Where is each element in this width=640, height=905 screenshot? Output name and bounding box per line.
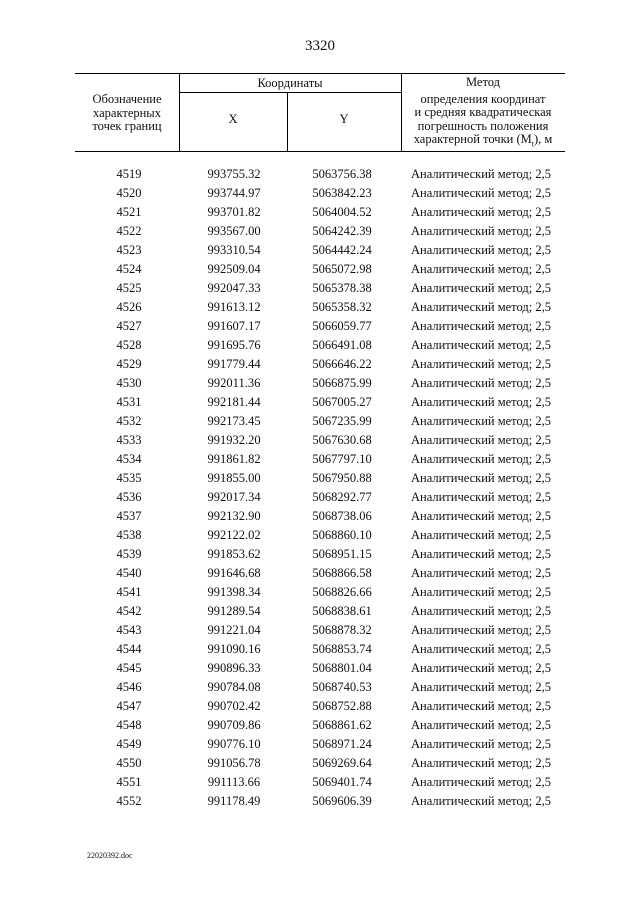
point-id: 4534 xyxy=(116,452,142,466)
x-coordinate: 992122.02 xyxy=(207,528,261,542)
method-value: Аналитический метод; 2,5 xyxy=(411,205,551,219)
table-row xyxy=(75,165,565,184)
y-coordinate: 5067950.88 xyxy=(312,471,372,485)
method-value: Аналитический метод; 2,5 xyxy=(411,547,551,561)
x-coordinate: 991221.04 xyxy=(207,623,261,637)
method-value: Аналитический метод; 2,5 xyxy=(411,680,551,694)
method-value: Аналитический метод; 2,5 xyxy=(411,319,551,333)
method-value: Аналитический метод; 2,5 xyxy=(411,167,551,181)
point-id: 4522 xyxy=(116,224,142,238)
method-value: Аналитический метод; 2,5 xyxy=(411,224,551,238)
x-coordinate: 991613.12 xyxy=(207,300,261,314)
x-coordinate: 990896.33 xyxy=(207,661,261,675)
point-id: 4519 xyxy=(116,167,142,181)
y-coordinate: 5066646.22 xyxy=(312,357,372,371)
x-coordinate: 991695.76 xyxy=(207,338,261,352)
table-row xyxy=(75,469,565,488)
y-coordinate: 5068801.04 xyxy=(312,661,372,675)
method-value: Аналитический метод; 2,5 xyxy=(411,566,551,580)
y-coordinate: 5064242.39 xyxy=(312,224,372,238)
method-value: Аналитический метод; 2,5 xyxy=(411,433,551,447)
y-coordinate: 5067797.10 xyxy=(312,452,372,466)
table-row xyxy=(75,583,565,602)
point-id: 4541 xyxy=(116,585,142,599)
coordinates-table xyxy=(75,73,565,811)
method-value: Аналитический метод; 2,5 xyxy=(411,414,551,428)
x-coordinate: 991932.20 xyxy=(207,433,261,447)
table-row xyxy=(75,412,565,431)
x-coordinate: 991607.17 xyxy=(207,319,261,333)
method-value: Аналитический метод; 2,5 xyxy=(411,300,551,314)
method-value: Аналитический метод; 2,5 xyxy=(411,794,551,808)
point-id: 4552 xyxy=(116,794,142,808)
y-coordinate: 5063842.23 xyxy=(312,186,372,200)
point-id: 4532 xyxy=(116,414,142,428)
table-row xyxy=(75,792,565,811)
table-row xyxy=(75,431,565,450)
x-coordinate: 992011.36 xyxy=(207,376,261,390)
point-id: 4521 xyxy=(116,205,142,219)
table-row xyxy=(75,488,565,507)
method-value: Аналитический метод; 2,5 xyxy=(411,357,551,371)
x-coordinate: 993744.97 xyxy=(207,186,261,200)
x-coordinate: 991398.34 xyxy=(207,585,261,599)
method-value: Аналитический метод; 2,5 xyxy=(411,585,551,599)
table-header xyxy=(75,73,565,152)
point-id: 4550 xyxy=(116,756,142,770)
table-row xyxy=(75,735,565,754)
point-id: 4543 xyxy=(116,623,142,637)
table-row xyxy=(75,241,565,260)
point-id: 4546 xyxy=(116,680,142,694)
y-header: Y xyxy=(339,112,349,126)
x-coordinate: 993701.82 xyxy=(207,205,261,219)
y-coordinate: 5068740.53 xyxy=(312,680,372,694)
point-id: 4542 xyxy=(116,604,142,618)
point-id: 4547 xyxy=(116,699,142,713)
point-id: 4551 xyxy=(116,775,142,789)
y-coordinate: 5063756.38 xyxy=(312,167,372,181)
y-coordinate: 5068292.77 xyxy=(312,490,372,504)
table-row xyxy=(75,336,565,355)
y-coordinate: 5064442.24 xyxy=(312,243,372,257)
point-id: 4549 xyxy=(116,737,142,751)
table-row xyxy=(75,317,565,336)
coordinates-header: Координаты xyxy=(257,76,323,90)
y-coordinate: 5069269.64 xyxy=(312,756,372,770)
point-id: 4523 xyxy=(116,243,142,257)
x-coordinate: 992509.04 xyxy=(207,262,261,276)
x-coordinate: 992047.33 xyxy=(207,281,261,295)
table-row xyxy=(75,374,565,393)
y-coordinate: 5066875.99 xyxy=(312,376,372,390)
table-row xyxy=(75,621,565,640)
method-value: Аналитический метод; 2,5 xyxy=(411,718,551,732)
method-value: Аналитический метод; 2,5 xyxy=(411,623,551,637)
table-row xyxy=(75,545,565,564)
table-row xyxy=(75,450,565,469)
x-coordinate: 990702.42 xyxy=(207,699,261,713)
x-coordinate: 992181.44 xyxy=(207,395,261,409)
method-value: Аналитический метод; 2,5 xyxy=(411,737,551,751)
table-row xyxy=(75,659,565,678)
x-coordinate: 990709.86 xyxy=(207,718,261,732)
point-id: 4537 xyxy=(116,509,142,523)
x-coordinate: 992017.34 xyxy=(207,490,261,504)
y-coordinate: 5065378.38 xyxy=(312,281,372,295)
point-id: 4526 xyxy=(116,300,142,314)
point-designation-header: Обозначение характерных точек границ xyxy=(92,92,162,133)
table-row xyxy=(75,697,565,716)
table-row xyxy=(75,279,565,298)
method-value: Аналитический метод; 2,5 xyxy=(411,395,551,409)
method-value: Аналитический метод; 2,5 xyxy=(411,490,551,504)
table-body xyxy=(75,165,565,811)
method-value: Аналитический метод; 2,5 xyxy=(411,471,551,485)
table-row xyxy=(75,716,565,735)
table-row xyxy=(75,355,565,374)
table-row xyxy=(75,602,565,621)
method-header: Метод определения координат и средняя квадратическая погрешность положения характерной точки $(M_t)$, м xyxy=(413,75,553,149)
y-coordinate: 5068853.74 xyxy=(312,642,372,656)
table-row xyxy=(75,678,565,697)
method-value: Аналитический метод; 2,5 xyxy=(411,262,551,276)
header-divider xyxy=(179,92,401,93)
x-coordinate: 992132.90 xyxy=(207,509,261,523)
footer-filename: 22020392.doc xyxy=(87,851,133,860)
x-coordinate: 991853.62 xyxy=(207,547,261,561)
point-id: 4527 xyxy=(116,319,142,333)
method-value: Аналитический метод; 2,5 xyxy=(411,604,551,618)
x-coordinate: 991090.16 xyxy=(207,642,261,656)
x-coordinate: 991779.44 xyxy=(207,357,261,371)
x-coordinate: 991646.68 xyxy=(207,566,261,580)
method-value: Аналитический метод; 2,5 xyxy=(411,699,551,713)
x-coordinate: 991113.66 xyxy=(207,775,261,789)
y-coordinate: 5068738.06 xyxy=(312,509,372,523)
y-coordinate: 5069401.74 xyxy=(312,775,372,789)
y-coordinate: 5064004.52 xyxy=(312,205,372,219)
method-value: Аналитический метод; 2,5 xyxy=(411,376,551,390)
method-value: Аналитический метод; 2,5 xyxy=(411,528,551,542)
x-coordinate: 991861.82 xyxy=(207,452,261,466)
table-row xyxy=(75,526,565,545)
method-value: Аналитический метод; 2,5 xyxy=(411,642,551,656)
x-coordinate: 991289.54 xyxy=(207,604,261,618)
x-coordinate: 993310.54 xyxy=(207,243,261,257)
point-id: 4520 xyxy=(116,186,142,200)
point-id: 4535 xyxy=(116,471,142,485)
x-coordinate: 993567.00 xyxy=(207,224,261,238)
point-id: 4525 xyxy=(116,281,142,295)
table-row xyxy=(75,203,565,222)
method-value: Аналитический метод; 2,5 xyxy=(411,775,551,789)
x-coordinate: 992173.45 xyxy=(207,414,261,428)
method-value: Аналитический метод; 2,5 xyxy=(411,756,551,770)
method-value: Аналитический метод; 2,5 xyxy=(411,186,551,200)
table-row xyxy=(75,184,565,203)
point-id: 4545 xyxy=(116,661,142,675)
y-coordinate: 5067005.27 xyxy=(312,395,372,409)
table-row xyxy=(75,640,565,659)
method-value: Аналитический метод; 2,5 xyxy=(411,243,551,257)
point-id: 4548 xyxy=(116,718,142,732)
y-coordinate: 5068838.61 xyxy=(312,604,372,618)
x-coordinate: 991056.78 xyxy=(207,756,261,770)
table-row xyxy=(75,298,565,317)
point-id: 4540 xyxy=(116,566,142,580)
y-coordinate: 5068971.24 xyxy=(312,737,372,751)
point-id: 4530 xyxy=(116,376,142,390)
page-number: 3320 xyxy=(305,38,335,54)
point-id: 4531 xyxy=(116,395,142,409)
method-value: Аналитический метод; 2,5 xyxy=(411,661,551,675)
y-coordinate: 5068826.66 xyxy=(312,585,372,599)
y-coordinate: 5068866.58 xyxy=(312,566,372,580)
point-id: 4528 xyxy=(116,338,142,352)
y-coordinate: 5067235.99 xyxy=(312,414,372,428)
x-header: X xyxy=(228,112,238,126)
point-id: 4533 xyxy=(116,433,142,447)
y-coordinate: 5068878.32 xyxy=(312,623,372,637)
table-row xyxy=(75,773,565,792)
point-id: 4544 xyxy=(116,642,142,656)
y-coordinate: 5068860.10 xyxy=(312,528,372,542)
table-row xyxy=(75,222,565,241)
y-coordinate: 5066059.77 xyxy=(312,319,372,333)
point-id: 4538 xyxy=(116,528,142,542)
y-coordinate: 5068951.15 xyxy=(312,547,372,561)
point-id: 4536 xyxy=(116,490,142,504)
table-row xyxy=(75,754,565,773)
y-coordinate: 5065072.98 xyxy=(312,262,372,276)
x-coordinate: 993755.32 xyxy=(207,167,261,181)
method-value: Аналитический метод; 2,5 xyxy=(411,338,551,352)
table-row xyxy=(75,260,565,279)
y-coordinate: 5066491.08 xyxy=(312,338,372,352)
method-value: Аналитический метод; 2,5 xyxy=(411,509,551,523)
x-coordinate: 990776.10 xyxy=(207,737,261,751)
y-coordinate: 5067630.68 xyxy=(312,433,372,447)
y-coordinate: 5068752.88 xyxy=(312,699,372,713)
table-row xyxy=(75,507,565,526)
x-coordinate: 991178.49 xyxy=(207,794,261,808)
point-id: 4539 xyxy=(116,547,142,561)
point-id: 4524 xyxy=(116,262,142,276)
table-row xyxy=(75,393,565,412)
y-coordinate: 5069606.39 xyxy=(312,794,372,808)
y-coordinate: 5068861.62 xyxy=(312,718,372,732)
table-row xyxy=(75,564,565,583)
method-value: Аналитический метод; 2,5 xyxy=(411,281,551,295)
y-coordinate: 5065358.32 xyxy=(312,300,372,314)
point-id: 4529 xyxy=(116,357,142,371)
x-coordinate: 990784.08 xyxy=(207,680,261,694)
method-value: Аналитический метод; 2,5 xyxy=(411,452,551,466)
x-coordinate: 991855.00 xyxy=(207,471,261,485)
